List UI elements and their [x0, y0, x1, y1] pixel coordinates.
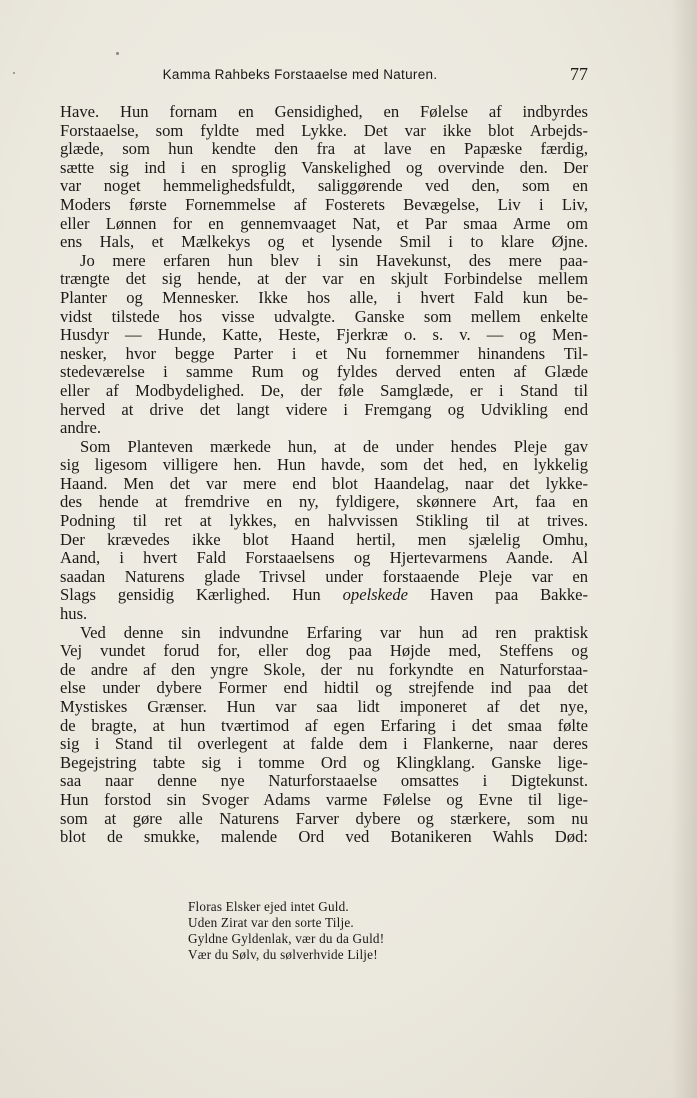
text-line: Der krævedes ikke blot Haand hertil, men sjælelig Omhu,: [60, 529, 588, 549]
text-line: des hende at fremdrive en ny, fyldigere, skønnere Art, faa en: [60, 492, 588, 512]
text-line: Planter og Mennesker. Ikke hos alle, i hvert Fald kun be-: [60, 287, 588, 307]
text-line: Podning til ret at lykkes, en halvvissen Stikling til at trives.: [60, 511, 588, 531]
text-line: hus.: [60, 604, 88, 624]
text-line: Som Planteven mærkede hun, at de under hendes Pleje gav: [80, 436, 588, 456]
text-line: blot de smukke, malende Ord ved Botanikeren Wahls Død:: [60, 827, 588, 847]
text-line: Have. Hun fornam en Gensidighed, en Følelse af indbyrdes: [60, 102, 588, 121]
text-line: var noget hemmelighedsfuldt, saliggørende ved den, som en: [60, 176, 588, 196]
text-line: else under dybere Former end hidtil og strejfende ind paa det: [60, 678, 588, 698]
text-line: Begejstring tabte sig i tomme Ord og Klingklang. Ganske lige-: [60, 752, 588, 772]
print-speck: [13, 72, 15, 74]
poem-line: Uden Zirat var den sorte Tilje.: [188, 915, 354, 930]
page-number: 77: [570, 64, 588, 84]
poem-line: Floras Elsker ejed intet Guld.: [188, 899, 349, 914]
emphasized-word: opelskede: [342, 585, 409, 605]
text-line: Jo mere erfaren hun blev i sin Havekunst, des mere paa-: [80, 250, 588, 270]
text-line: andre.: [60, 418, 101, 438]
text-line: nesker, hvor begge Parter i et Nu fornemmer hinandens Til-: [60, 343, 588, 363]
poem-quote: [188, 899, 508, 963]
poem-line: Vær du Sølv, du sølverhvide Lilje!: [188, 947, 378, 962]
text-line: Husdyr — Hunde, Katte, Heste, Fjerkræ o. s. v. — og Men-: [60, 325, 588, 345]
text-line: saadan Naturens glade Trivsel under forstaaende Pleje var en: [60, 566, 588, 586]
poem-line: Gyldne Gyldenlak, vær du da Guld!: [188, 931, 385, 946]
text-line: Haand. Men det var mere end blot Haandelag, naar det lykke-: [60, 473, 588, 493]
text-line: ens Hals, et Mælkekys og et lysende Smil i to klare Øjne.: [60, 232, 588, 252]
page-gutter-shadow: [671, 0, 697, 1098]
text-line: Forstaaelse, som fyldte med Lykke. Det var ikke blot Arbejds-: [60, 120, 588, 140]
text-line: trængte det sig hende, at der var en skjult Forbindelse mellem: [60, 269, 588, 289]
running-head: [60, 64, 588, 86]
text-segment: Haven paa Bakke-: [408, 585, 589, 605]
text-line: herved at drive det langt videre i Fremgang og Udvikling end: [60, 399, 588, 419]
text-line: sig ligesom villigere hen. Hun havde, som det hed, en lykkelig: [60, 455, 588, 475]
text-line: Ved denne sin indvundne Erfaring var hun ad ren praktisk: [80, 622, 588, 642]
text-line: de andre af den yngre Skole, der nu forkyndte en Naturforstaa-: [60, 659, 588, 679]
text-line: Mystiskes Grænser. Hun var saa lidt imponeret af det nye,: [60, 697, 588, 716]
text-line: stedeværelse i samme Rum og fyldes derved enten af Glæde: [60, 362, 588, 382]
text-line: vidst tilstede hos visse udvalgte. Ganske som mellem enkelte: [60, 306, 588, 326]
text-line: Moders første Fornemmelse af Fosterets Bevægelse, Liv i Liv,: [60, 194, 588, 214]
text-line: eller Lønnen for en gennemvaaget Nat, et Par smaa Arme om: [60, 213, 588, 233]
text-line: saa naar denne nye Naturforstaaelse omsattes i Digtekunst.: [60, 771, 588, 791]
text-line: Aand, i hvert Fald Forstaaelsens og Hjertevarmens Aande. Al: [60, 548, 588, 568]
text-line: sig i Stand til overlegent at falde dem i Flankerne, naar deres: [60, 734, 588, 754]
text-line: Vej vundet forud for, eller dog paa Højde med, Steffens og: [60, 641, 588, 661]
body-text: [60, 103, 588, 847]
text-segment: Slags gensidig Kærlighed. Hun: [60, 585, 343, 605]
text-line: som at gøre alle Naturens Farver dybere og stærkere, som nu: [60, 808, 588, 828]
text-line: sætte sig ind i en sproglig Vanskelighed og overvinde den. Der: [60, 157, 588, 177]
print-speck: [116, 52, 119, 55]
text-line: de bragte, at hun tværtimod af egen Erfaring i det smaa følte: [60, 715, 588, 735]
text-line: Hun forstod sin Svoger Adams varme Følelse og Evne til lige-: [60, 789, 588, 809]
running-title: Kamma Rahbeks Forstaaelse med Naturen.: [162, 67, 438, 82]
text-line: eller af Modbydelighed. De, der føle Samglæde, er i Stand til: [60, 380, 588, 400]
text-line-with-emphasis: [60, 586, 588, 605]
text-line: glæde, som hun kendte den fra at lave en Papæske færdig,: [60, 139, 588, 159]
